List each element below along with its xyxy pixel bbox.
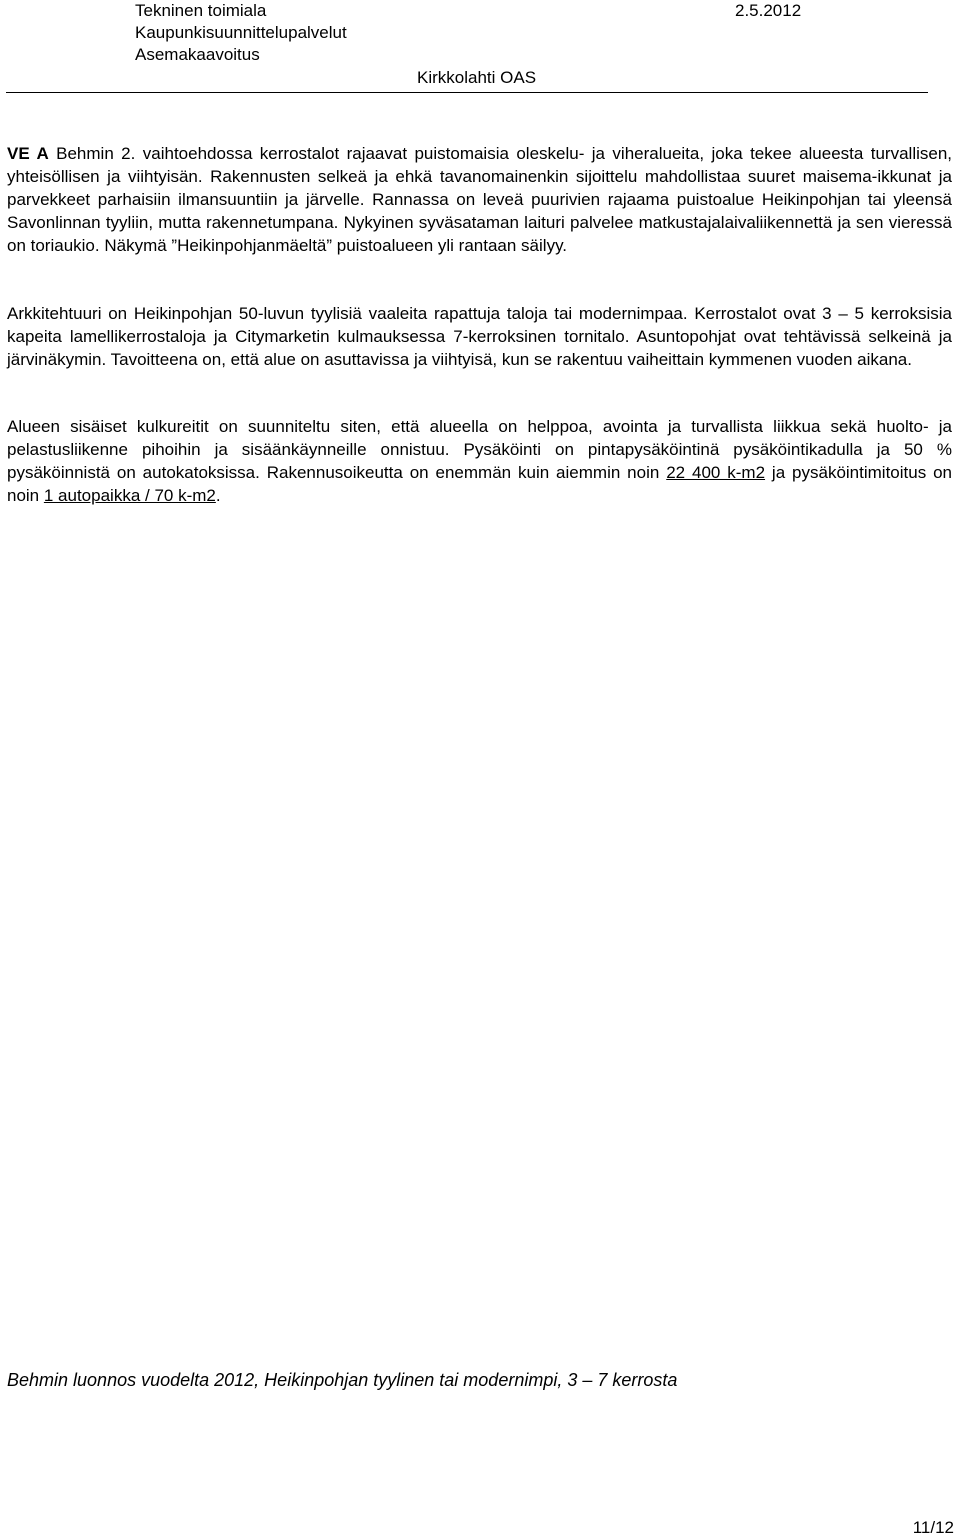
paragraph-ve-a	[7, 142, 952, 257]
parking-ratio-value: 1 autopaikka / 70 k-m2	[43, 486, 216, 505]
figure-caption: Behmin luonnos vuodelta 2012, Heikinpohjan tyylinen tai modernimpi, 3 – 7 kerrosta	[7, 1370, 678, 1390]
header-document-title: Kirkkolahti OAS	[417, 68, 537, 87]
header-divider	[6, 92, 928, 93]
page-number: 11/12	[912, 1518, 954, 1537]
paragraph-text: .	[215, 486, 221, 505]
header-org-department: Tekninen toimiala	[135, 1, 267, 20]
header-date: 2.5.2012	[735, 1, 802, 20]
header-org-unit: Kaupunkisuunnittelupalvelut	[135, 23, 347, 42]
paragraph-architecture: Arkkitehtuuri on Heikinpohjan 50-luvun tyylisiä vaaleita rapattuja taloja tai modernimpaa. Kerrostalot ovat 3 – 5 kerroksisia kapeita lamellikerrostaloja ja Citymarketin kulmauksessa 7-kerroksinen tornitalo. Asuntopohjat ovat tehtävissä selkeinä ja järvinäkymin. Tavoitteena on, että alue on asuttavissa ja viihtyisä, kun se rakentuu vaiheittain kymmenen vuoden aikana.	[7, 304, 952, 369]
paragraph-lead-bold: VE A	[7, 144, 49, 163]
building-rights-value: 22 400 k-m2	[666, 463, 766, 482]
header-org-section: Asemakaavoitus	[135, 45, 260, 64]
paragraph-traffic-parking	[7, 415, 952, 507]
paragraph-text: Alueen sisäiset kulkureitit on suunniteltu siten, että alueella on helppoa, avointa ja turvallista liikkua sekä huolto- ja pelastusliikenne pihoihin ja sisäänkäynneille onnistuu. Pysäköinti on pintapysäköintinä pysäköintikadulla ja 50 % pysäköinnistä on autokatoksissa. Rakennusoikeutta on enemmän kuin aiemmin noin	[7, 417, 952, 482]
paragraph-text: ja pysäköintimitoitus on noin	[7, 463, 953, 505]
paragraph-text: Behmin 2. vaihtoehdossa kerrostalot rajaavat puistomaisia oleskelu- ja viheralueita, joka tekee alueesta turvallisen, yhteisöllisen ja viihtyisän. Rakennusten selkeä ja ehkä tavanomainenkin sijoittelu mahdollistaa suuret maisema-ikkunat ja parvekkeet parhaisiin ilmansuuntiin ja järvelle. Rannassa on leveä puurivien rajaama puistoalue Heikinpohjan tai yleensä Savonlinnan tyyliin, mutta rakennetumpana. Nykyinen syväsataman laituri palvelee matkustajalaivaliikennettä ja sen vieressä on toriaukio. Näkymä ”Heikinpohjanmäeltä” puistoalueen yli rantaan säilyy.	[7, 144, 953, 255]
